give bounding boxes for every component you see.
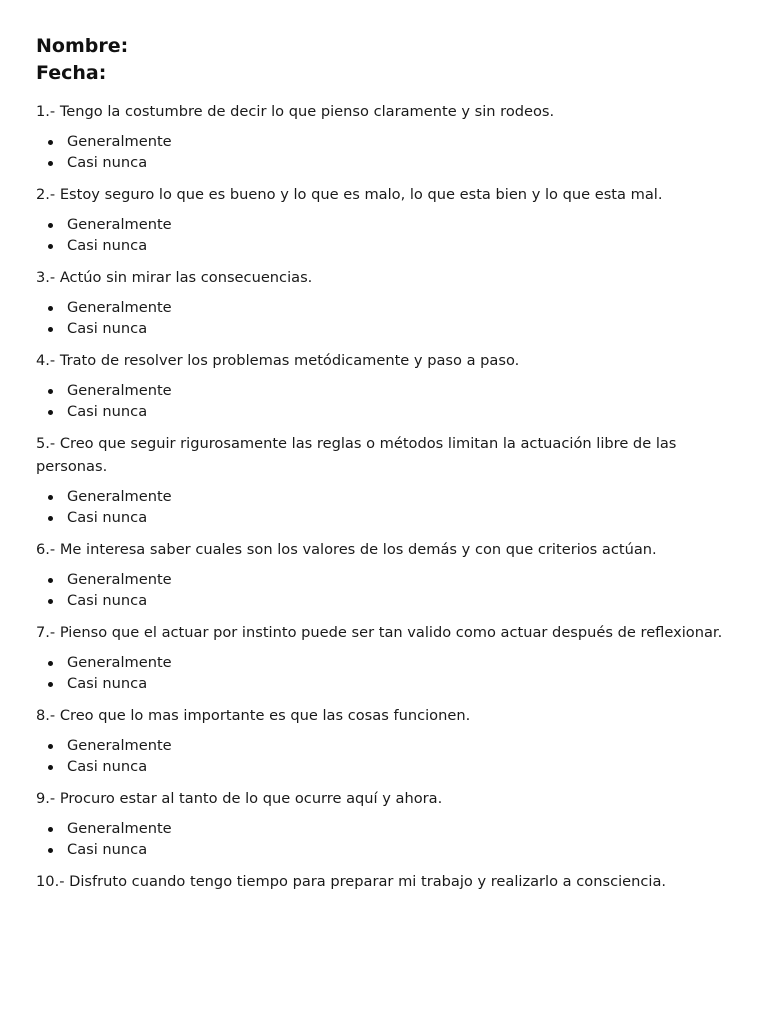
bullet-icon: [48, 244, 53, 249]
answer-option-label: Generalmente: [67, 820, 172, 837]
answer-option: [36, 132, 732, 153]
question-text: 10.- Disfruto cuando tengo tiempo para preparar mi trabajo y realizarlo a consciencia.: [36, 873, 667, 890]
answer-option-label: Casi nunca: [67, 153, 148, 171]
answer-options: [36, 819, 732, 860]
bullet-icon: [48, 306, 53, 311]
answer-option-label: Casi nunca: [67, 674, 148, 692]
question-block: [36, 349, 732, 422]
form-header: [36, 33, 732, 87]
bullet-icon: [48, 495, 53, 500]
answer-option-label: Generalmente: [67, 571, 172, 588]
answer-option-label: Generalmente: [67, 133, 172, 150]
answer-option-label: Casi nunca: [67, 402, 148, 420]
bullet-icon: [48, 827, 53, 832]
bullet-icon: [48, 578, 53, 583]
answer-option: [36, 508, 732, 529]
answer-option: [36, 298, 732, 319]
answer-options: [36, 132, 732, 173]
answer-option-label: Casi nunca: [67, 319, 148, 337]
question-block: [36, 183, 732, 256]
name-field: [36, 33, 732, 60]
answer-option: [36, 840, 732, 861]
answer-option: [36, 381, 732, 402]
answer-option-label: Generalmente: [67, 488, 172, 505]
answer-option: [36, 591, 732, 612]
question-text: 7.- Pienso que el actuar por instinto puede ser tan valido como actuar después de reflexionar.: [36, 624, 723, 641]
answer-option: [36, 819, 732, 840]
questionnaire: [36, 100, 732, 893]
question-block: [36, 704, 732, 777]
question-block: [36, 621, 732, 694]
answer-options: [36, 381, 732, 422]
bullet-icon: [48, 327, 53, 332]
question-text: 3.- Actúo sin mirar las consecuencias.: [36, 269, 313, 286]
bullet-icon: [48, 140, 53, 145]
answer-option-label: Generalmente: [67, 654, 172, 671]
bullet-icon: [48, 223, 53, 228]
question-text: 4.- Trato de resolver los problemas metódicamente y paso a paso.: [36, 352, 520, 369]
question-block: [36, 100, 732, 173]
answer-option-label: Generalmente: [67, 382, 172, 399]
question-block: [36, 870, 732, 893]
answer-option: [36, 215, 732, 236]
question-text: 6.- Me interesa saber cuales son los valores de los demás y con que criterios actúan.: [36, 541, 657, 558]
answer-options: [36, 298, 732, 339]
date-field: [36, 60, 732, 87]
answer-option: [36, 736, 732, 757]
question-text: 1.- Tengo la costumbre de decir lo que pienso claramente y sin rodeos.: [36, 103, 555, 120]
answer-option: [36, 653, 732, 674]
answer-option: [36, 487, 732, 508]
answer-option: [36, 319, 732, 340]
answer-option-label: Generalmente: [67, 299, 172, 316]
answer-option-label: Casi nunca: [67, 508, 148, 526]
answer-option: [36, 153, 732, 174]
bullet-icon: [48, 765, 53, 770]
question-text: 8.- Creo que lo mas importante es que las cosas funcionen.: [36, 707, 471, 724]
answer-option-label: Casi nunca: [67, 236, 148, 254]
answer-options: [36, 215, 732, 256]
bullet-icon: [48, 682, 53, 687]
question-block: [36, 266, 732, 339]
answer-options: [36, 487, 732, 528]
bullet-icon: [48, 661, 53, 666]
question-text: 5.- Creo que seguir rigurosamente las reglas o métodos limitan la actuación libre de las personas.: [36, 435, 677, 475]
bullet-icon: [48, 389, 53, 394]
question-block: [36, 787, 732, 860]
answer-option: [36, 757, 732, 778]
answer-option-label: Generalmente: [67, 737, 172, 754]
answer-option: [36, 570, 732, 591]
bullet-icon: [48, 410, 53, 415]
question-text: 2.- Estoy seguro lo que es bueno y lo que es malo, lo que esta bien y lo que esta mal.: [36, 186, 663, 203]
question-block: [36, 432, 732, 528]
date-label: Fecha:: [36, 62, 107, 84]
question-block: [36, 538, 732, 611]
answer-option-label: Generalmente: [67, 216, 172, 233]
answer-options: [36, 736, 732, 777]
bullet-icon: [48, 516, 53, 521]
bullet-icon: [48, 848, 53, 853]
bullet-icon: [48, 161, 53, 166]
bullet-icon: [48, 744, 53, 749]
answer-option: [36, 674, 732, 695]
answer-option-label: Casi nunca: [67, 840, 148, 858]
answer-options: [36, 570, 732, 611]
bullet-icon: [48, 599, 53, 604]
answer-option-label: Casi nunca: [67, 757, 148, 775]
answer-option: [36, 402, 732, 423]
answer-option: [36, 236, 732, 257]
question-text: 9.- Procuro estar al tanto de lo que ocurre aquí y ahora.: [36, 790, 443, 807]
name-label: Nombre:: [36, 35, 129, 57]
answer-option-label: Casi nunca: [67, 591, 148, 609]
answer-options: [36, 653, 732, 694]
